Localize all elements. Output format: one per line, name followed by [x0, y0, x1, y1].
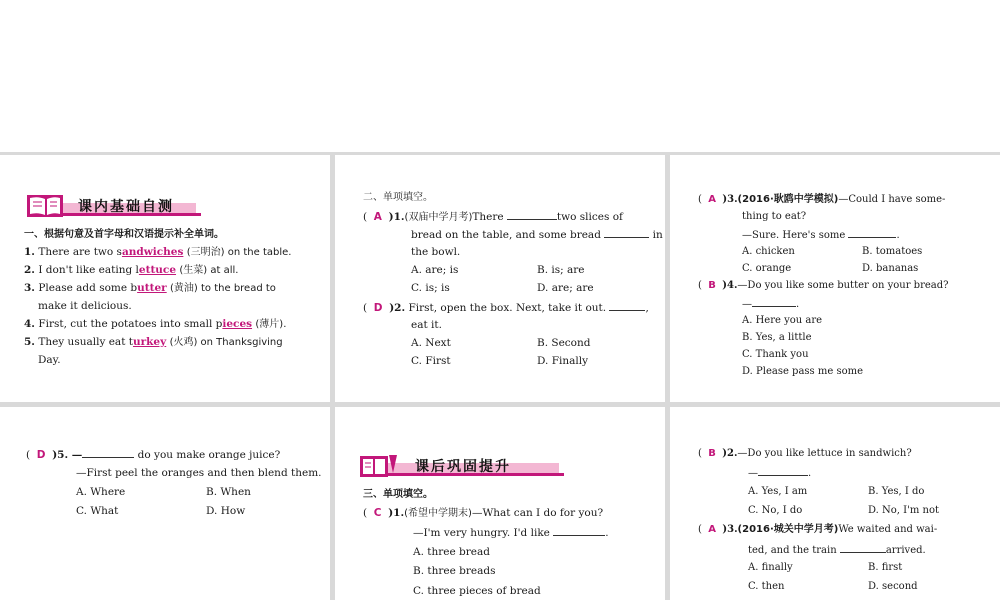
option-b: B. Second — [537, 337, 591, 349]
fill-item-1 — [24, 245, 291, 260]
book-pencil-icon — [359, 453, 399, 479]
question-text: in — [652, 229, 663, 241]
open-book-icon — [26, 193, 66, 219]
question-text: —Sure. Here's some — [742, 230, 846, 241]
question-number: )2. — [389, 302, 406, 314]
panel-multiple-choice-4 — [670, 407, 1000, 600]
item-number: 1. — [24, 246, 35, 258]
question-text: — — [748, 468, 758, 479]
section-heading: 三、单项填空。 — [363, 489, 433, 500]
item-hint: (黄油) to the bread to — [170, 283, 276, 294]
question-4-line-2: — . — [742, 296, 799, 312]
item-text: I don't like eating l — [38, 264, 139, 276]
item-answer: ettuce — [138, 264, 177, 276]
question-3-line-3: —Sure. Here's some . — [742, 227, 900, 243]
question-number: )1. — [388, 211, 405, 223]
fill-item-5-cont: Day. — [38, 354, 61, 366]
item-number: 5. — [24, 336, 35, 348]
question-2: ( D )2. First, open the box. Next, take it out. , — [363, 302, 649, 314]
answer-blank — [848, 227, 896, 238]
question-1: ( A )1.(双庙中学月考)There two slices of — [363, 211, 623, 223]
fill-item-2 — [24, 263, 238, 278]
question-2: ( B )2.—Do you like lettuce in sandwich? — [698, 448, 912, 459]
option-b: B. is; are — [537, 264, 585, 276]
question-text: arrived. — [885, 545, 926, 556]
answer-letter: C — [373, 507, 382, 519]
answer-blank — [752, 296, 796, 307]
item-answer: urkey — [132, 336, 167, 348]
top-blank-area — [0, 0, 1000, 152]
section-banner — [26, 193, 201, 219]
question-number: )5. — — [52, 449, 83, 461]
answer-blank — [840, 542, 886, 553]
option-a: A. Yes, I am — [748, 486, 808, 497]
fill-item-3-cont: make it delicious. — [38, 300, 132, 312]
item-answer: utter — [137, 282, 167, 294]
option-b: B. first — [868, 562, 903, 573]
item-text: First, cut the potatoes into small p — [38, 318, 223, 330]
option-b: B. tomatoes — [862, 246, 923, 257]
item-hint: (薄片). — [255, 319, 287, 330]
option-d: D. Please pass me some — [742, 366, 863, 377]
answer-blank — [758, 465, 808, 476]
item-hint: (火鸡) on Thanksgiving — [169, 337, 283, 348]
item-number: 2. — [24, 264, 35, 276]
question-text: , — [645, 302, 649, 314]
answer-letter: B — [708, 280, 716, 291]
option-c: C. What — [76, 505, 119, 517]
option-c: C. three pieces of bread — [413, 585, 541, 597]
banner-title: 课内基础自测 — [78, 199, 174, 215]
item-text: Please add some b — [38, 282, 138, 294]
item-number: 4. — [24, 318, 35, 330]
question-number: )3. — [722, 524, 738, 535]
panel-after-class — [335, 407, 665, 600]
question-text: ted, and the train — [748, 545, 837, 556]
question-text: —Do you like lettuce in sandwich? — [737, 448, 912, 459]
answer-blank — [609, 300, 645, 311]
question-text: First, open the box. Next, take it out. — [408, 302, 607, 314]
question-1-line-2: —I'm very hungry. I'd like . — [413, 527, 609, 539]
item-answer: andwiches — [121, 246, 184, 258]
question-1-line-3: the bowl. — [411, 246, 461, 258]
question-text: We waited and wai- — [838, 524, 938, 535]
section-heading: 一、根据句意及首字母和汉语提示补全单词。 — [24, 229, 224, 240]
question-1: ( C )1.(希望中学期末)—What can I do for you? — [363, 507, 604, 519]
item-answer: ieces — [222, 318, 253, 330]
question-text: There — [472, 211, 504, 223]
question-5: ( D )5. — do you make orange juice? — [26, 449, 281, 461]
option-d: D. second — [868, 581, 918, 592]
question-text: —Could I have some- — [838, 194, 946, 205]
question-number: )3. — [722, 194, 738, 205]
question-text: —I'm very hungry. I'd like — [413, 527, 550, 539]
option-a: A. finally — [748, 562, 793, 573]
answer-letter: A — [708, 194, 717, 205]
option-d: D. Finally — [537, 355, 589, 367]
question-source: (双庙中学月考) — [404, 212, 473, 223]
option-d: D. bananas — [862, 263, 919, 274]
option-a: A. Where — [76, 486, 126, 498]
option-a: A. three bread — [413, 546, 490, 558]
option-b: B. Yes, I do — [868, 486, 925, 497]
answer-letter: B — [708, 448, 716, 459]
question-2-line-2: eat it. — [411, 319, 442, 331]
answer-blank — [553, 525, 605, 536]
question-source: (希望中学期末) — [404, 508, 472, 519]
item-text: There are two s — [38, 246, 122, 258]
question-1-line-2 — [411, 227, 663, 242]
answer-letter: A — [708, 524, 717, 535]
question-text: do you make orange juice? — [137, 449, 281, 461]
question-text: —What can I do for you? — [471, 507, 604, 519]
answer-letter: A — [373, 211, 382, 223]
panel-multiple-choice-1 — [335, 155, 665, 402]
question-text: —Do you like some butter on your bread? — [737, 280, 949, 291]
option-a: A. are; is — [411, 264, 459, 276]
question-3-line-2 — [748, 542, 926, 558]
option-c: C. No, I do — [748, 505, 803, 516]
option-d: D. are; are — [537, 282, 594, 294]
banner-title: 课后巩固提升 — [415, 459, 511, 475]
question-text: — — [742, 299, 752, 310]
option-b: B. When — [206, 486, 251, 498]
item-hint: (生菜) at all. — [179, 265, 239, 276]
answer-letter: D — [36, 449, 46, 461]
question-3-line-2: thing to eat? — [742, 211, 807, 222]
panel-multiple-choice-2 — [670, 155, 1000, 402]
option-c: C. orange — [742, 263, 792, 274]
answer-blank — [82, 447, 134, 458]
answer-blank — [507, 209, 557, 220]
option-c: C. First — [411, 355, 451, 367]
item-text: They usually eat t — [38, 336, 133, 348]
panel-basic-exercise — [0, 155, 330, 402]
question-text: two slices of — [556, 211, 623, 223]
option-c: C. then — [748, 581, 785, 592]
question-text: bread on the table, and some bread — [411, 229, 601, 241]
question-number: )4. — [722, 280, 738, 291]
section-banner — [359, 453, 559, 479]
option-d: D. How — [206, 505, 246, 517]
section-heading: 二、单项填空。 — [363, 192, 433, 203]
option-b: B. Yes, a little — [742, 332, 812, 343]
option-d: D. No, I'm not — [868, 505, 939, 516]
question-5-line-2: —First peel the oranges and then blend them. — [76, 467, 322, 479]
item-hint: (三明治) on the table. — [186, 247, 292, 258]
fill-item-4 — [24, 317, 286, 332]
option-c: C. is; is — [411, 282, 450, 294]
question-3: ( A )3.(2016·城关中学月考)We waited and wai- — [698, 524, 938, 535]
fill-item-3 — [24, 281, 276, 296]
fill-item-5 — [24, 335, 283, 350]
question-source: (2016·耿鸥中学模拟) — [737, 194, 839, 205]
question-4: ( B )4.—Do you like some butter on your bread? — [698, 280, 949, 291]
question-3: ( A )3.(2016·耿鸥中学模拟)—Could I have some- — [698, 194, 946, 205]
item-number: 3. — [24, 282, 35, 294]
option-b: B. three breads — [413, 565, 496, 577]
option-a: A. chicken — [742, 246, 795, 257]
option-a: A. Here you are — [742, 315, 823, 326]
option-c: C. Thank you — [742, 349, 809, 360]
question-number: )2. — [722, 448, 738, 459]
option-a: A. Next — [411, 337, 451, 349]
question-2-line-2: — . — [748, 465, 811, 481]
question-number: )1. — [388, 507, 405, 519]
question-source: (2016·城关中学月考) — [737, 524, 839, 535]
answer-blank — [604, 227, 649, 238]
panel-multiple-choice-3 — [0, 407, 330, 600]
answer-letter: D — [373, 302, 383, 314]
